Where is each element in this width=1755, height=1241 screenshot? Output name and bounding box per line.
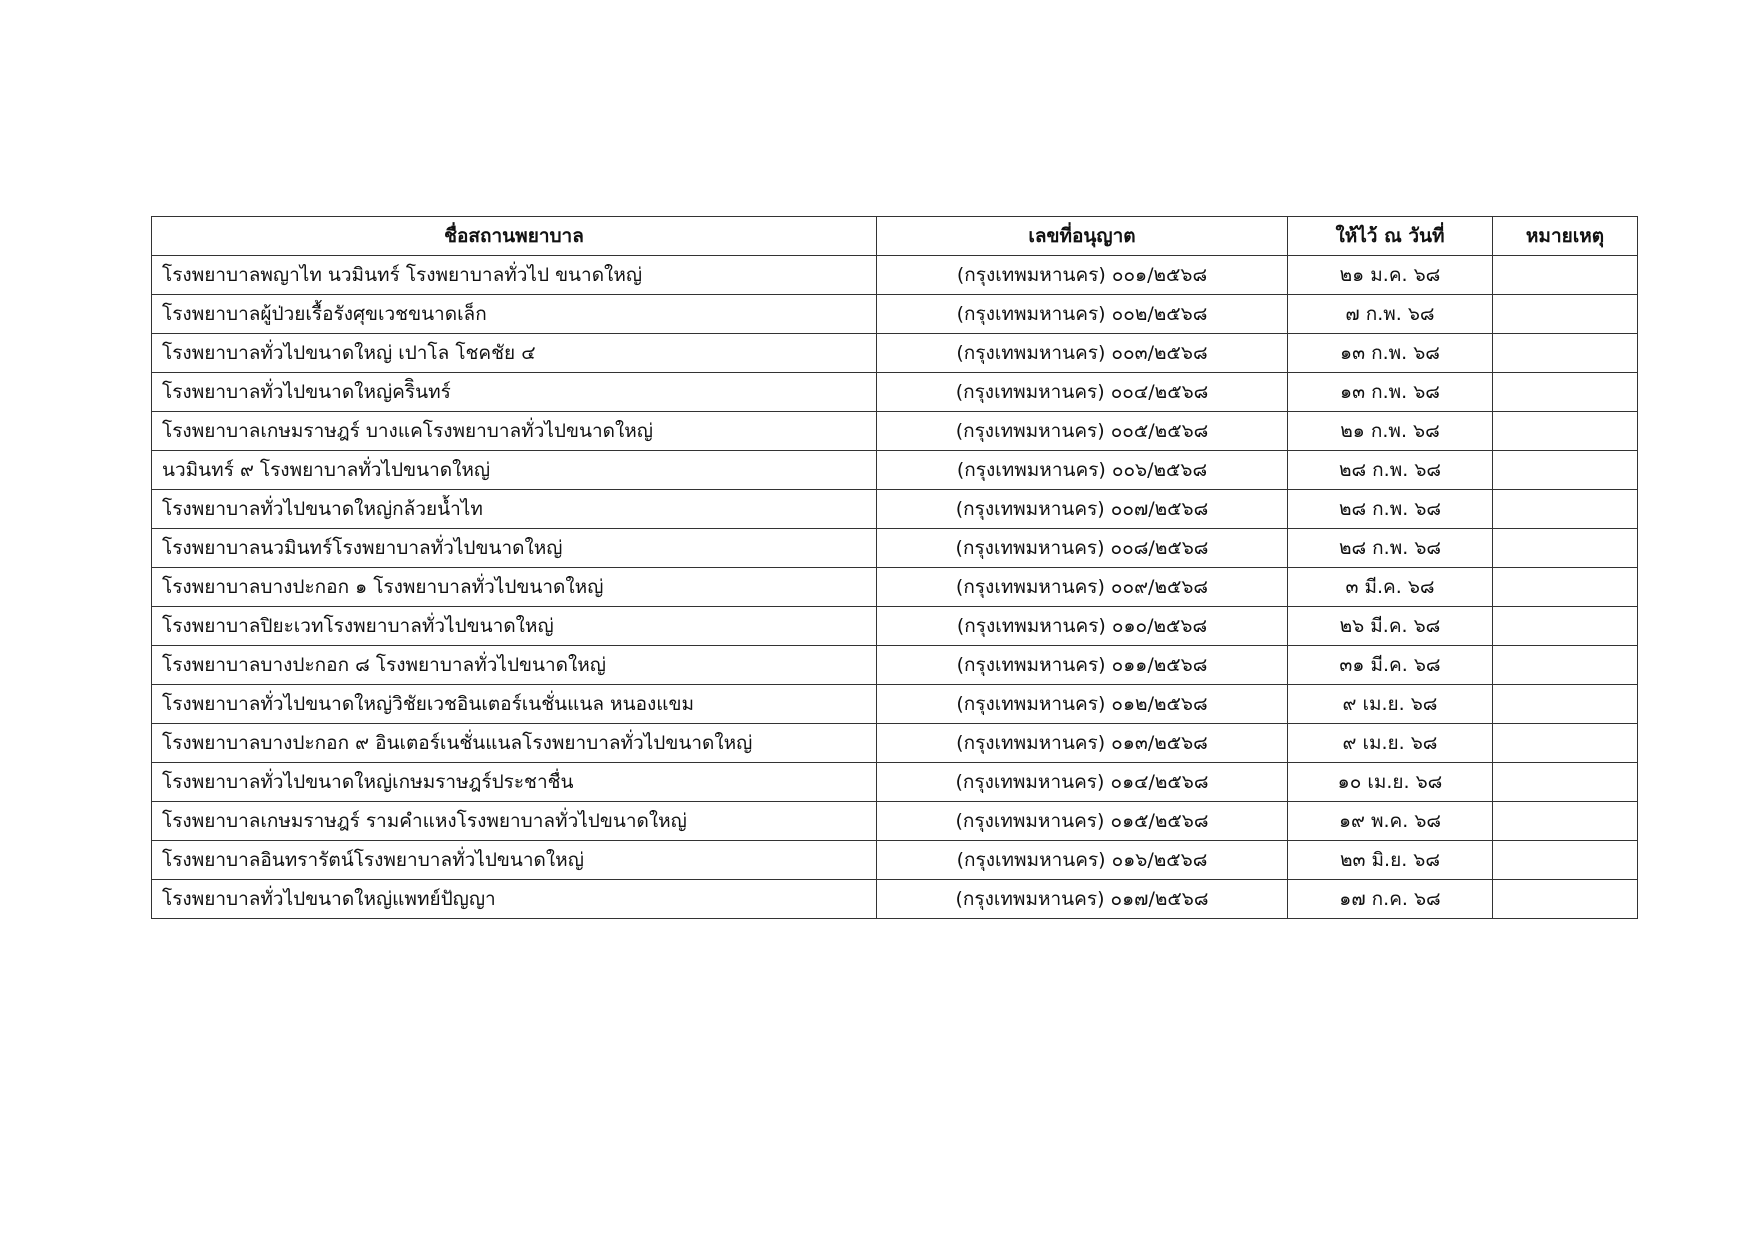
- table-header: [152, 217, 1638, 256]
- table-row: [152, 334, 1638, 373]
- remark-cell: [1493, 295, 1638, 334]
- issue-date-cell: ๓ มี.ค. ๖๘: [1288, 568, 1493, 607]
- license-number-cell: (กรุงเทพมหานคร) ๐๐๘/๒๕๖๘: [877, 529, 1288, 568]
- remark-cell: [1493, 256, 1638, 295]
- table-row: [152, 451, 1638, 490]
- remark-cell: [1493, 724, 1638, 763]
- license-number-cell: (กรุงเทพมหานคร) ๐๐๔/๒๕๖๘: [877, 373, 1288, 412]
- table-body: [152, 256, 1638, 919]
- remark-cell: [1493, 412, 1638, 451]
- issue-date-cell: ๑๓ ก.พ. ๖๘: [1288, 373, 1493, 412]
- license-number-cell: (กรุงเทพมหานคร) ๐๑๑/๒๕๖๘: [877, 646, 1288, 685]
- header-remark: หมายเหตุ: [1493, 217, 1638, 256]
- remark-cell: [1493, 685, 1638, 724]
- issue-date-cell: ๙ เม.ย. ๖๘: [1288, 724, 1493, 763]
- issue-date-cell: ๒๘ ก.พ. ๖๘: [1288, 490, 1493, 529]
- remark-cell: [1493, 763, 1638, 802]
- header-row: [152, 217, 1638, 256]
- hospital-name-cell: โรงพยาบาลผู้ป่วยเรื้อรังศุขเวชขนาดเล็ก: [152, 295, 877, 334]
- hospital-name-cell: โรงพยาบาลนวมินทร์โรงพยาบาลทั่วไปขนาดใหญ่: [152, 529, 877, 568]
- issue-date-cell: ๒๘ ก.พ. ๖๘: [1288, 451, 1493, 490]
- hospital-name-cell: โรงพยาบาลทั่วไปขนาดใหญ่กล้วยน้ำไท: [152, 490, 877, 529]
- table-row: [152, 568, 1638, 607]
- table-row: [152, 295, 1638, 334]
- remark-cell: [1493, 373, 1638, 412]
- table-row: [152, 529, 1638, 568]
- license-number-cell: (กรุงเทพมหานคร) ๐๑๓/๒๕๖๘: [877, 724, 1288, 763]
- hospital-name-cell: โรงพยาบาลเกษมราษฎร์ รามคำแหงโรงพยาบาลทั่วไปขนาดใหญ่: [152, 802, 877, 841]
- issue-date-cell: ๙ เม.ย. ๖๘: [1288, 685, 1493, 724]
- issue-date-cell: ๒๑ ก.พ. ๖๘: [1288, 412, 1493, 451]
- hospital-name-cell: โรงพยาบาลปิยะเวทโรงพยาบาลทั่วไปขนาดใหญ่: [152, 607, 877, 646]
- table-row: [152, 607, 1638, 646]
- license-number-cell: (กรุงเทพมหานคร) ๐๐๖/๒๕๖๘: [877, 451, 1288, 490]
- hospital-name-cell: โรงพยาบาลอินทรารัตน์โรงพยาบาลทั่วไปขนาดใหญ่: [152, 841, 877, 880]
- table-row: [152, 256, 1638, 295]
- license-number-cell: (กรุงเทพมหานคร) ๐๐๕/๒๕๖๘: [877, 412, 1288, 451]
- hospital-name-cell: โรงพยาบาลทั่วไปขนาดใหญ่แพทย์ปัญญา: [152, 880, 877, 919]
- issue-date-cell: ๑๓ ก.พ. ๖๘: [1288, 334, 1493, 373]
- license-number-cell: (กรุงเทพมหานคร) ๐๐๓/๒๕๖๘: [877, 334, 1288, 373]
- remark-cell: [1493, 490, 1638, 529]
- issue-date-cell: ๓๑ มี.ค. ๖๘: [1288, 646, 1493, 685]
- license-number-cell: (กรุงเทพมหานคร) ๐๑๔/๒๕๖๘: [877, 763, 1288, 802]
- header-issue-date: ให้ไว้ ณ วันที่: [1288, 217, 1493, 256]
- hospital-name-cell: โรงพยาบาลบางปะกอก ๑ โรงพยาบาลทั่วไปขนาดใหญ่: [152, 568, 877, 607]
- hospital-name-cell: โรงพยาบาลทั่วไปขนาดใหญ่คริินทร์: [152, 373, 877, 412]
- hospital-name-cell: โรงพยาบาลเกษมราษฎร์ บางแคโรงพยาบาลทั่วไปขนาดใหญ่: [152, 412, 877, 451]
- remark-cell: [1493, 529, 1638, 568]
- issue-date-cell: ๒๑ ม.ค. ๖๘: [1288, 256, 1493, 295]
- header-license-number: เลขที่อนุญาต: [877, 217, 1288, 256]
- remark-cell: [1493, 880, 1638, 919]
- remark-cell: [1493, 451, 1638, 490]
- remark-cell: [1493, 841, 1638, 880]
- remark-cell: [1493, 646, 1638, 685]
- table-row: [152, 373, 1638, 412]
- hospital-name-cell: โรงพยาบาลบางปะกอก ๙ อินเตอร์เนชั่นแนลโรงพยาบาลทั่วไปขนาดใหญ่: [152, 724, 877, 763]
- license-number-cell: (กรุงเทพมหานคร) ๐๐๗/๒๕๖๘: [877, 490, 1288, 529]
- table-row: [152, 763, 1638, 802]
- license-number-cell: (กรุงเทพมหานคร) ๐๑๗/๒๕๖๘: [877, 880, 1288, 919]
- hospital-name-cell: โรงพยาบาลพญาไท นวมินทร์ โรงพยาบาลทั่วไป ขนาดใหญ่: [152, 256, 877, 295]
- hospital-name-cell: โรงพยาบาลทั่วไปขนาดใหญ่ เปาโล โชคชัย ๔: [152, 334, 877, 373]
- hospital-name-cell: โรงพยาบาลทั่วไปขนาดใหญ่เกษมราษฎร์ประชาชื่น: [152, 763, 877, 802]
- remark-cell: [1493, 334, 1638, 373]
- table-row: [152, 802, 1638, 841]
- license-number-cell: (กรุงเทพมหานคร) ๐๑๐/๒๕๖๘: [877, 607, 1288, 646]
- hospital-license-table: [151, 216, 1638, 919]
- table-row: [152, 490, 1638, 529]
- license-number-cell: (กรุงเทพมหานคร) ๐๐๒/๒๕๖๘: [877, 295, 1288, 334]
- license-number-cell: (กรุงเทพมหานคร) ๐๐๑/๒๕๖๘: [877, 256, 1288, 295]
- license-number-cell: (กรุงเทพมหานคร) ๐๐๙/๒๕๖๘: [877, 568, 1288, 607]
- hospital-name-cell: โรงพยาบาลบางปะกอก ๘ โรงพยาบาลทั่วไปขนาดใหญ่: [152, 646, 877, 685]
- table-row: [152, 880, 1638, 919]
- license-number-cell: (กรุงเทพมหานคร) ๐๑๒/๒๕๖๘: [877, 685, 1288, 724]
- table-row: [152, 724, 1638, 763]
- hospital-name-cell: โรงพยาบาลทั่วไปขนาดใหญ่วิชัยเวชอินเตอร์เนชั่นแนล หนองแขม: [152, 685, 877, 724]
- issue-date-cell: ๑๙ พ.ค. ๖๘: [1288, 802, 1493, 841]
- issue-date-cell: ๒๖ มี.ค. ๖๘: [1288, 607, 1493, 646]
- hospital-name-cell: นวมินทร์ ๙ โรงพยาบาลทั่วไปขนาดใหญ่: [152, 451, 877, 490]
- issue-date-cell: ๒๓ มิ.ย. ๖๘: [1288, 841, 1493, 880]
- table-row: [152, 841, 1638, 880]
- table-row: [152, 412, 1638, 451]
- license-number-cell: (กรุงเทพมหานคร) ๐๑๖/๒๕๖๘: [877, 841, 1288, 880]
- remark-cell: [1493, 568, 1638, 607]
- issue-date-cell: ๒๘ ก.พ. ๖๘: [1288, 529, 1493, 568]
- remark-cell: [1493, 607, 1638, 646]
- table-row: [152, 685, 1638, 724]
- remark-cell: [1493, 802, 1638, 841]
- header-hospital-name: ชื่อสถานพยาบาล: [152, 217, 877, 256]
- issue-date-cell: ๗ ก.พ. ๖๘: [1288, 295, 1493, 334]
- license-number-cell: (กรุงเทพมหานคร) ๐๑๕/๒๕๖๘: [877, 802, 1288, 841]
- table-row: [152, 646, 1638, 685]
- issue-date-cell: ๑๗ ก.ค. ๖๘: [1288, 880, 1493, 919]
- issue-date-cell: ๑๐ เม.ย. ๖๘: [1288, 763, 1493, 802]
